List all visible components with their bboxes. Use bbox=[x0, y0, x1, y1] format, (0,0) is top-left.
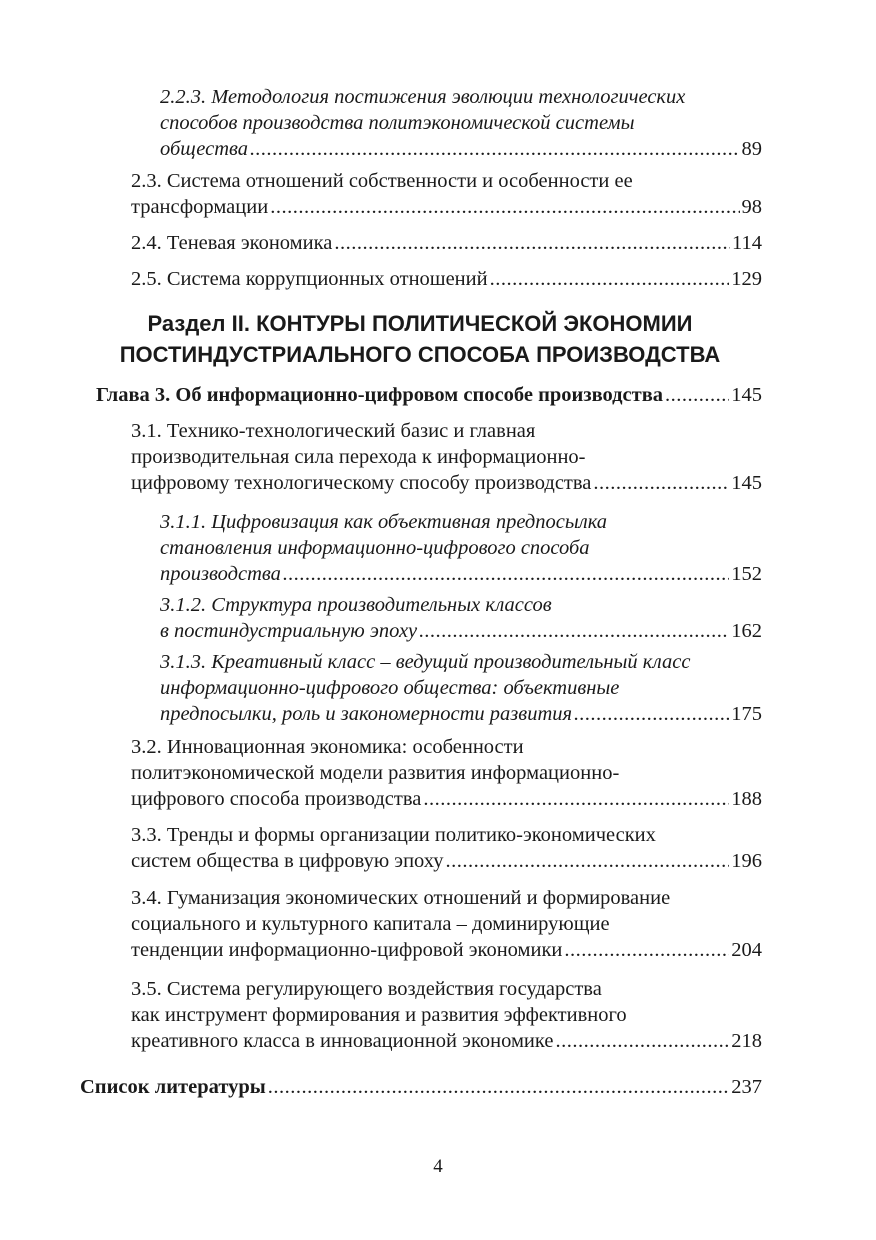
toc-entry-3-3 bbox=[131, 822, 762, 874]
leader-dots bbox=[419, 618, 729, 644]
section-heading bbox=[60, 308, 780, 370]
section-heading-line: Раздел II. КОНТУРЫ ПОЛИТИЧЕСКОЙ ЭКОНОМИИ bbox=[147, 311, 693, 336]
toc-page-number: 196 bbox=[731, 850, 762, 872]
toc-page-number: 204 bbox=[731, 939, 762, 961]
toc-page-number: 145 bbox=[731, 384, 762, 406]
toc-entry-2-4 bbox=[131, 230, 762, 256]
toc-entry-2-3 bbox=[131, 168, 762, 220]
toc-line: 3.1.1. Цифровизация как объективная предпосылка bbox=[160, 511, 608, 533]
toc-line: 3.3. Тренды и формы организации политико-экономических bbox=[131, 824, 656, 846]
leader-dots bbox=[665, 382, 729, 408]
leader-dots bbox=[564, 937, 729, 963]
page-number: 4 bbox=[433, 1156, 443, 1177]
toc-title: предпосылки, роль и закономерности развития bbox=[160, 703, 573, 725]
toc-page-number: 218 bbox=[731, 1030, 762, 1052]
toc-entry-3-1-3 bbox=[160, 649, 762, 727]
toc-entry-3-4 bbox=[131, 885, 762, 963]
toc-entry-2-2-3 bbox=[160, 84, 762, 162]
toc-page-number: 98 bbox=[741, 196, 762, 218]
toc-line: 3.4. Гуманизация экономических отношений и формирование bbox=[131, 887, 671, 909]
leader-dots bbox=[423, 786, 729, 812]
toc-line: социального и культурного капитала – доминирующие bbox=[131, 913, 610, 935]
toc-entry-3-1-1 bbox=[160, 509, 762, 587]
toc-title: 2.4. Теневая экономика bbox=[131, 232, 333, 254]
leader-dots bbox=[555, 1028, 729, 1054]
toc-page-number: 175 bbox=[731, 703, 762, 725]
toc-line: 3.1. Технико-технологический базис и главная bbox=[131, 420, 536, 442]
toc-chapter-3 bbox=[96, 382, 762, 408]
toc-page-number: 145 bbox=[731, 472, 762, 494]
toc-line: становления информационно-цифрового способа bbox=[160, 537, 590, 559]
toc-page-number: 188 bbox=[731, 788, 762, 810]
toc-title: общества bbox=[160, 138, 249, 160]
toc-title: 2.5. Система коррупционных отношений bbox=[131, 268, 488, 290]
toc-line: 2.2.3. Методология постижения эволюции технологических bbox=[160, 86, 686, 108]
toc-line: информационно-цифрового общества: объективные bbox=[160, 677, 620, 699]
leader-dots bbox=[446, 848, 730, 874]
toc-line: политэкономической модели развития информационно- bbox=[131, 762, 620, 784]
leader-dots bbox=[574, 701, 729, 727]
toc-line: 2.3. Система отношений собственности и особенности ее bbox=[131, 170, 633, 192]
leader-dots bbox=[490, 266, 730, 292]
toc-title: цифрового способа производства bbox=[131, 788, 422, 810]
toc-entry-3-1 bbox=[131, 418, 762, 496]
toc-line: способов производства политэкономической системы bbox=[160, 112, 635, 134]
toc-entry-3-1-2 bbox=[160, 592, 762, 644]
toc-line: 3.1.2. Структура производительных классов bbox=[160, 594, 552, 616]
toc-line: 3.5. Система регулирующего воздействия государства bbox=[131, 978, 602, 1000]
toc-page-number: 162 bbox=[731, 620, 762, 642]
toc-entry-2-5 bbox=[131, 266, 762, 292]
leader-dots bbox=[593, 470, 729, 496]
leader-dots bbox=[268, 1074, 729, 1100]
toc-page-number: 129 bbox=[731, 268, 762, 290]
toc-entry-3-5 bbox=[131, 976, 762, 1054]
toc-title: цифровому технологическому способу производства bbox=[131, 472, 592, 494]
toc-title: креативного класса в инновационной экономике bbox=[131, 1030, 554, 1052]
toc-page-number: 152 bbox=[731, 563, 762, 585]
toc-line: как инструмент формирования и развития эффективного bbox=[131, 1004, 627, 1026]
toc-bibliography bbox=[80, 1074, 762, 1100]
leader-dots bbox=[250, 136, 739, 162]
toc-line: производительная сила перехода к информационно- bbox=[131, 446, 586, 468]
toc-title: трансформации bbox=[131, 196, 269, 218]
leader-dots bbox=[270, 194, 739, 220]
toc-page-number: 114 bbox=[732, 232, 762, 254]
toc-page-number: 89 bbox=[741, 138, 762, 160]
toc-title: Список литературы bbox=[80, 1076, 266, 1098]
toc-title: Глава 3. Об информационно-цифровом способе производства bbox=[96, 384, 664, 406]
section-heading-line: ПОСТИНДУСТРИАЛЬНОГО СПОСОБА ПРОИЗВОДСТВА bbox=[119, 342, 721, 367]
leader-dots bbox=[283, 561, 729, 587]
toc-title: производства bbox=[160, 563, 281, 585]
toc-title: систем общества в цифровую эпоху bbox=[131, 850, 444, 872]
toc-title: в постиндустриальную эпоху bbox=[160, 620, 418, 642]
leader-dots bbox=[334, 230, 730, 256]
toc-page-number: 237 bbox=[731, 1076, 762, 1098]
toc-line: 3.2. Инновационная экономика: особенности bbox=[131, 736, 524, 758]
toc-entry-3-2 bbox=[131, 734, 762, 812]
toc-line: 3.1.3. Креативный класс – ведущий производительный класс bbox=[160, 651, 691, 673]
toc-title: тенденции информационно-цифровой экономики bbox=[131, 939, 563, 961]
